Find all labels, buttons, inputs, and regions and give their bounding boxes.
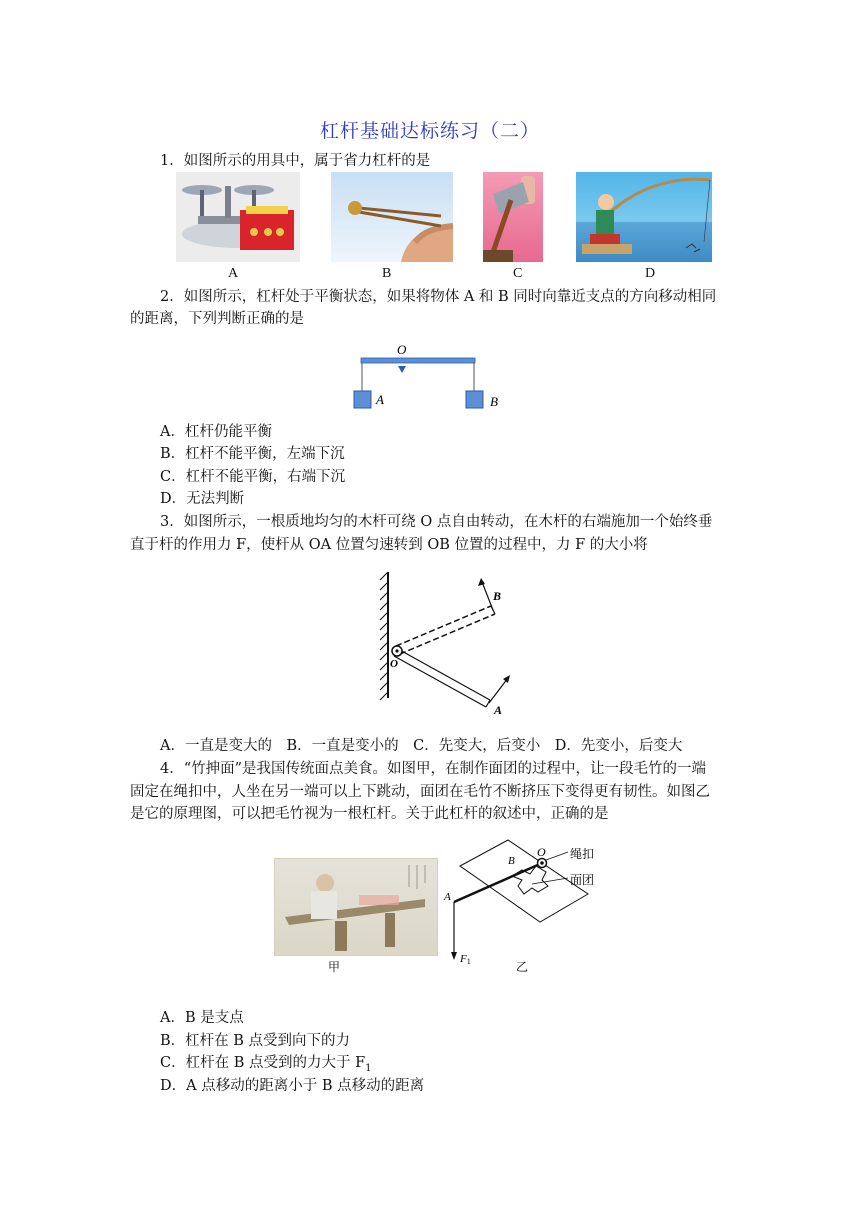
q4-fig-label-jia: 甲 <box>328 960 341 974</box>
q4-stem-line2: 固定在绳扣中，人坐在另一端可以上下跳动，面团在毛竹不断挤压下变得更有韧性。如图乙 <box>130 784 710 800</box>
q1-stem: 1．如图所示的用具中，属于省力杠杆的是 <box>160 153 431 169</box>
q3-fig-label-a: A <box>494 703 503 717</box>
q4-fig-label-dough: 面团 <box>570 873 595 887</box>
q4-fig-label-b: B <box>508 855 515 867</box>
page-title: 杠杆基础达标练习（二） <box>319 120 540 142</box>
q4-fig-label-f: F1 <box>460 953 471 966</box>
q4-fig-label-o: O <box>537 845 546 859</box>
fulcrum-icon <box>398 366 406 373</box>
q4-fig-label-yi: 乙 <box>516 960 529 974</box>
force-arrow-b-icon <box>478 578 485 586</box>
force-arrow-a-icon <box>503 675 510 683</box>
q3-fig-label-o: O <box>390 658 398 670</box>
q1-label-a: A <box>228 266 239 281</box>
balance-scale-image <box>176 172 300 262</box>
fishing-rod-image <box>576 172 712 262</box>
q4-stem-line3: 是它的原理图，可以把毛竹视为一根杠杆。关于此杠杆的叙述中，正确的是 <box>130 806 609 822</box>
q2-option-c: C．杠杆不能平衡，右端下沉 <box>160 469 346 485</box>
q3-stem-line2: 直于杆的作用力 F，使杆从 OA 位置匀速转到 OB 位置的过程中，力 F 的大小将 <box>130 537 648 553</box>
q4-principle-diagram <box>440 838 620 978</box>
q2-fig-label-o: O <box>397 342 407 357</box>
chopsticks-image <box>331 172 453 262</box>
q3-fig-label-b: B <box>493 589 502 603</box>
q4-option-d: D．A 点移动的距离小于 B 点移动的距离 <box>160 1078 425 1094</box>
q2-lever-figure <box>340 336 520 416</box>
block-a <box>354 391 371 408</box>
q4-fig-label-a: A <box>444 891 451 903</box>
hammer-image <box>483 172 543 262</box>
q2-option-a: A．杠杆仍能平衡 <box>160 424 272 440</box>
block-b <box>466 391 483 408</box>
q1-label-c: C <box>513 266 523 281</box>
q2-stem-line2: 的距离，下列判断正确的是 <box>130 311 304 327</box>
q3-stem-line1: 3．如图所示，一根质地均匀的木杆可绕 O 点自由转动，在木杆的右端施加一个始终垂 <box>160 514 713 530</box>
q4-stem-line1: 4．“竹抻面”是我国传统面点美食。如图甲，在制作面团的过程中，让一段毛竹的一端 <box>160 761 707 777</box>
q1-label-d: D <box>645 266 656 281</box>
bamboo-noodle-painting-image <box>274 858 438 956</box>
q4-option-c-subscript: 1 <box>365 1062 372 1074</box>
q2-option-d: D．无法判断 <box>160 491 245 507</box>
force-arrow-f1-icon <box>451 952 457 960</box>
q2-stem-line1: 2．如图所示，杠杆处于平衡状态，如果将物体 A 和 B 同时向靠近支点的方向移动相同 <box>160 289 717 305</box>
q4-fig-label-rope-loop: 绳扣 <box>570 847 595 861</box>
q4-option-b: B．杠杆在 B 点受到向下的力 <box>160 1033 351 1049</box>
q2-fig-label-a: A <box>376 392 384 407</box>
q3-options: A．一直是变大的 B．一直是变小的 C．先变大，后变小 D．先变小，后变大 <box>160 738 683 754</box>
q2-option-b: B．杠杆不能平衡，左端下沉 <box>160 446 345 462</box>
q1-label-b: B <box>382 266 392 281</box>
q2-fig-label-b: B <box>490 394 498 409</box>
q4-option-a: A．B 是支点 <box>160 1010 244 1026</box>
q4-option-c-text: C．杠杆在 B 点受到的力大于 F <box>160 1055 366 1071</box>
q3-rotating-rod-figure <box>376 570 526 720</box>
